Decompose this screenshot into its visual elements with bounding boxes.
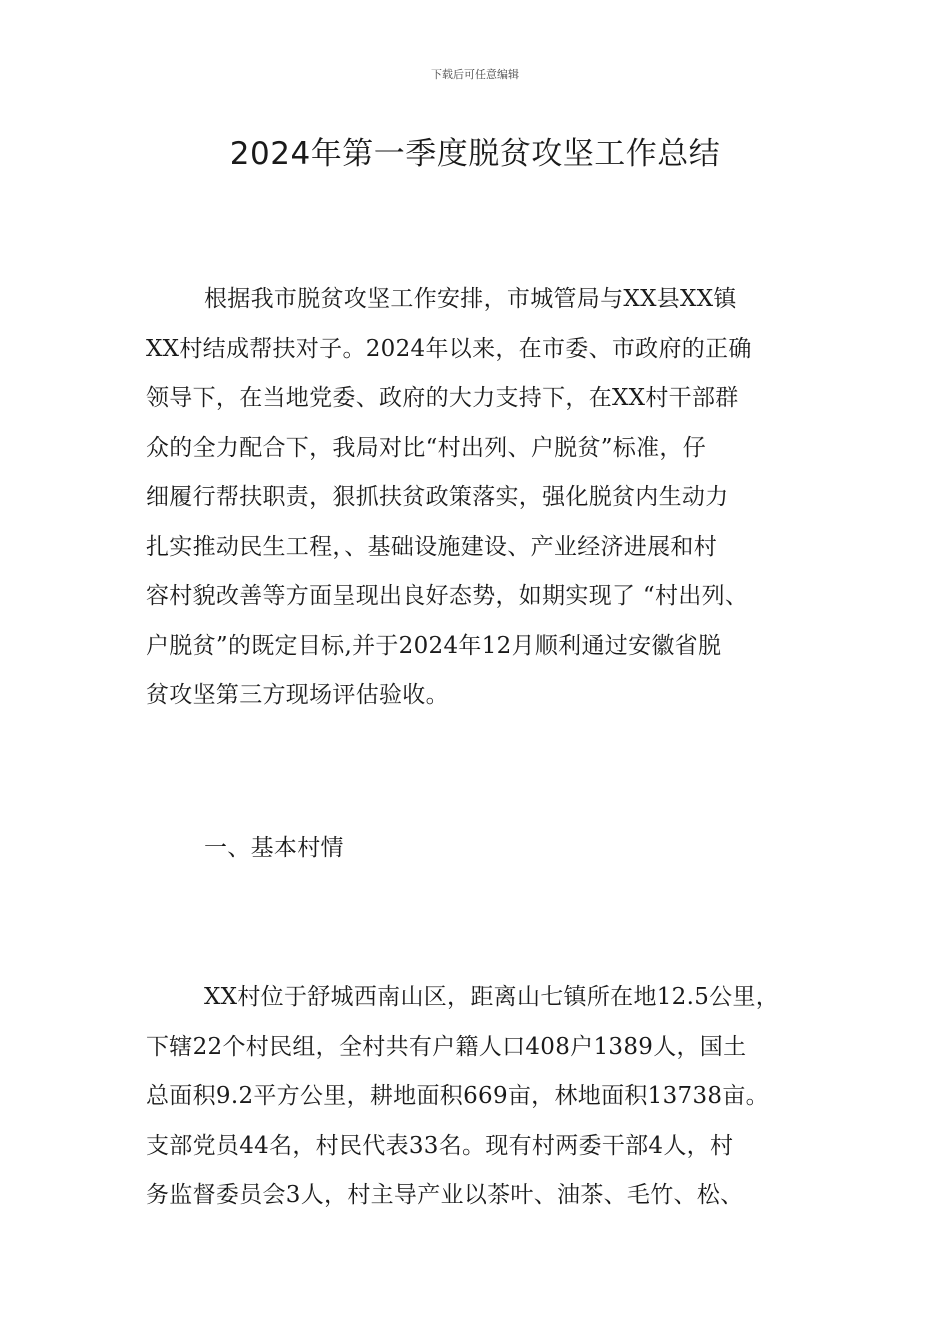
section-heading-basic-info <box>146 824 826 874</box>
section-heading-text: 一、基本村情 <box>204 835 344 861</box>
paragraph-line: 根据我市脱贫攻坚工作安排，市城管局与XX县XX镇 <box>204 286 737 312</box>
paragraph-line: 细履行帮扶职责，狠抓扶贫政策落实，强化脱贫内生动力 <box>146 484 729 510</box>
document-title: 2024年第一季度脱贫攻坚工作总结 <box>229 136 721 172</box>
paragraph-line: 众的全力配合下，我局对比“村出列、户脱贫”标准，仔 <box>146 434 707 461</box>
paragraph-line: XX村位于舒城西南山区，距离山七镇所在地12.5公里， <box>204 984 780 1010</box>
paragraph-line: XX村结成帮扶对子。2024年以来，在市委、市政府的正确 <box>146 335 752 362</box>
paragraph-line: 领导下，在当地党委、政府的大力支持下，在XX村干部群 <box>146 385 739 411</box>
paragraph-line: 支部党员44名，村民代表33名。现有村两委干部4人，村 <box>146 1132 734 1159</box>
paragraph-village-info <box>146 973 826 1221</box>
header-note: 下载后可任意编辑 <box>431 68 519 81</box>
paragraph-line: 户脱贫”的既定目标,并于2024年12月顺利通过安徽省脱 <box>146 632 722 659</box>
paragraph-line: 务监督委员会3人，村主导产业以茶叶、油茶、毛竹、松、 <box>146 1182 744 1208</box>
paragraph-line: 总面积9.2平方公里，耕地面积669亩，林地面积13738亩。 <box>146 1083 769 1109</box>
paragraph-line: 容村貌改善等方面呈现出良好态势，如期实现了 “村出列、 <box>146 583 749 609</box>
paragraph-line: 扎实推动民生工程，、基础设施建设、产业经济进展和村 <box>146 533 717 560</box>
paragraph-line: 贫攻坚第三方现场评估验收。 <box>146 682 449 708</box>
paragraph-line: 下辖22个村民组，全村共有户籍人口408户1389人，国土 <box>146 1033 747 1060</box>
paragraph-intro <box>146 275 826 721</box>
